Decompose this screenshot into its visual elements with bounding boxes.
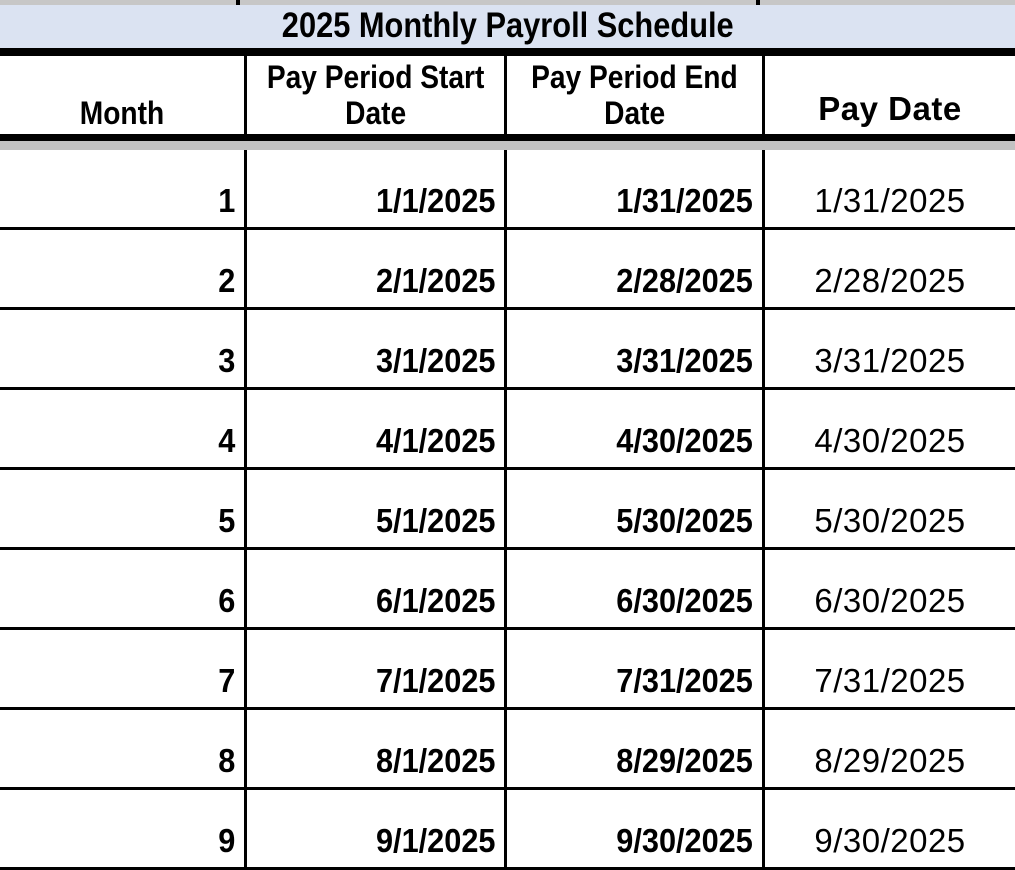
cell-pay-date: 7/31/2025 bbox=[762, 630, 1015, 707]
column-header-pay-period-end-date: Pay Period End Date bbox=[504, 56, 762, 134]
table-title-band bbox=[0, 5, 1015, 48]
cell-pay-period-end-date: 5/30/2025 bbox=[504, 470, 762, 547]
cell-pay-period-start-date: 2/1/2025 bbox=[244, 230, 504, 307]
cell-pay-date: 9/30/2025 bbox=[762, 790, 1015, 867]
cell-pay-period-end-date: 7/31/2025 bbox=[504, 630, 762, 707]
cell-month: 1 bbox=[217, 182, 235, 219]
cell-pay-date: 8/29/2025 bbox=[762, 710, 1015, 787]
cell-pay-date: 6/30/2025 bbox=[762, 550, 1015, 627]
cell-pay-period-start-date: 6/1/2025 bbox=[244, 550, 504, 627]
cell-month: 8 bbox=[217, 742, 235, 779]
cell-pay-date: 4/30/2025 bbox=[762, 390, 1015, 467]
cell-pay-date: 1/31/2025 bbox=[762, 150, 1015, 227]
cell-month: 2 bbox=[217, 262, 235, 299]
cell-pay-period-start-date: 9/1/2025 bbox=[244, 790, 504, 867]
gridline-stub bbox=[756, 0, 760, 5]
cell-pay-period-start-date: 3/1/2025 bbox=[244, 310, 504, 387]
table-row bbox=[0, 230, 1015, 310]
cell-pay-period-end-date: 2/28/2025 bbox=[504, 230, 762, 307]
title-bottom-border bbox=[0, 48, 1015, 56]
table-row bbox=[0, 390, 1015, 470]
cell-month: 6 bbox=[217, 582, 235, 619]
cell-pay-date: 5/30/2025 bbox=[762, 470, 1015, 547]
cell-pay-period-start-date: 8/1/2025 bbox=[244, 710, 504, 787]
table-row bbox=[0, 150, 1015, 230]
cell-month: 9 bbox=[217, 822, 235, 859]
cell-month: 5 bbox=[217, 502, 235, 539]
cell-pay-date: 2/28/2025 bbox=[762, 230, 1015, 307]
cell-pay-period-end-date: 1/31/2025 bbox=[504, 150, 762, 227]
cell-month: 7 bbox=[217, 662, 235, 699]
table-row bbox=[0, 790, 1015, 870]
gray-separator-strip bbox=[0, 141, 1015, 150]
table-row bbox=[0, 550, 1015, 630]
cell-pay-period-start-date: 7/1/2025 bbox=[244, 630, 504, 707]
cell-pay-period-end-date: 6/30/2025 bbox=[504, 550, 762, 627]
column-header-pay-period-start-date: Pay Period Start Date bbox=[244, 56, 504, 134]
table-title: 2025 Monthly Payroll Schedule bbox=[281, 5, 734, 45]
cell-pay-period-end-date: 3/31/2025 bbox=[504, 310, 762, 387]
cell-pay-period-start-date: 1/1/2025 bbox=[244, 150, 504, 227]
cell-pay-period-end-date: 4/30/2025 bbox=[504, 390, 762, 467]
cell-pay-period-start-date: 4/1/2025 bbox=[244, 390, 504, 467]
cell-pay-period-start-date: 5/1/2025 bbox=[244, 470, 504, 547]
column-header-pay-date: Pay Date bbox=[762, 56, 1015, 134]
cell-pay-period-end-date: 8/29/2025 bbox=[504, 710, 762, 787]
header-bottom-border bbox=[0, 134, 1015, 141]
cutoff-row-strip bbox=[0, 0, 1015, 5]
gridline-stub bbox=[236, 0, 240, 5]
table-row bbox=[0, 710, 1015, 790]
header-row bbox=[0, 56, 1015, 134]
cell-pay-date: 3/31/2025 bbox=[762, 310, 1015, 387]
cell-month: 4 bbox=[217, 422, 235, 459]
cell-month: 3 bbox=[217, 342, 235, 379]
table-body bbox=[0, 150, 1015, 870]
table-row bbox=[0, 310, 1015, 390]
table-row bbox=[0, 630, 1015, 710]
cell-pay-period-end-date: 9/30/2025 bbox=[504, 790, 762, 867]
column-header-month: Month bbox=[79, 95, 165, 131]
table-row bbox=[0, 470, 1015, 550]
